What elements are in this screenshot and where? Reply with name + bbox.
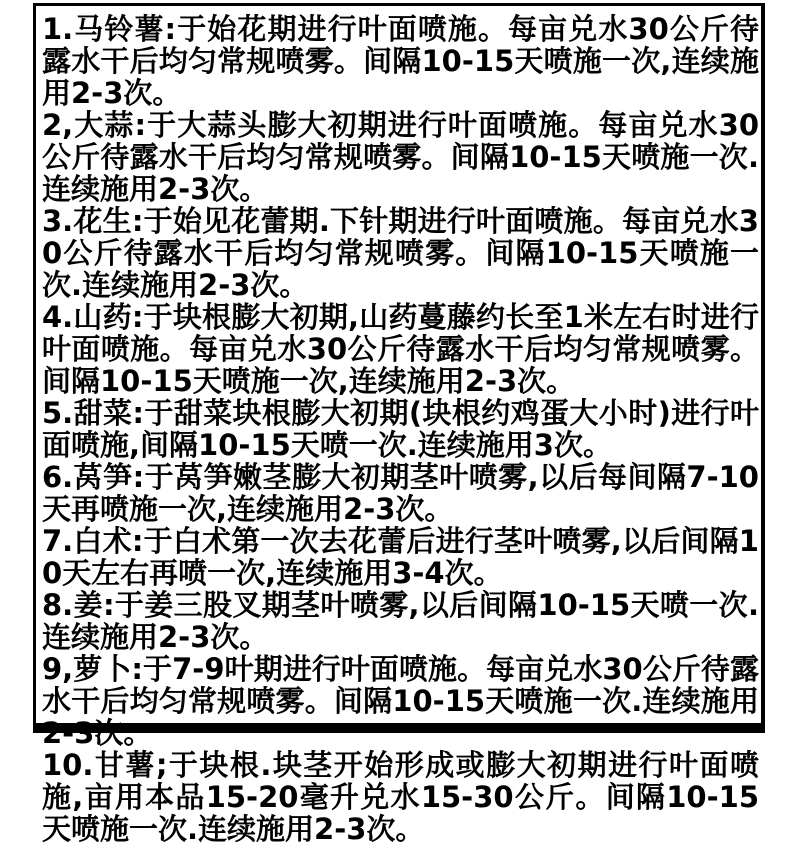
instruction-item-9 xyxy=(42,653,759,749)
instruction-item-2 xyxy=(42,109,759,205)
crop-separator: : xyxy=(132,396,144,430)
crop-separator: ; xyxy=(155,748,168,782)
item-text: 于莴笋嫩茎膨大初期茎叶喷雾,以后每间隔7-10天再喷施一次,连续施用2-3次。 xyxy=(42,460,759,526)
crop-name: 甜菜 xyxy=(73,396,133,430)
instruction-item-4 xyxy=(42,301,759,397)
crop-name: 山药 xyxy=(73,300,132,334)
crop-name: 马铃薯 xyxy=(73,12,165,46)
crop-separator: : xyxy=(131,524,144,558)
item-text: 于姜三股叉期茎叶喷雾,以后间隔10-15天喷一次.连续施用2-3次。 xyxy=(42,588,759,654)
item-number: 3. xyxy=(42,204,74,238)
crop-name: 萝卜 xyxy=(73,652,132,686)
crop-separator: : xyxy=(131,652,143,686)
crop-name: 甘薯 xyxy=(93,748,156,782)
instruction-item-10 xyxy=(42,749,759,845)
item-text: 于白术第一次去花蕾后进行茎叶喷雾,以后间隔10天左右再喷一次,连续施用3-4次。 xyxy=(42,524,759,590)
crop-name: 花生 xyxy=(73,204,132,238)
item-number: 4. xyxy=(42,300,74,334)
crop-name: 白术 xyxy=(73,524,132,558)
item-number: 8. xyxy=(42,588,74,622)
crop-separator: : xyxy=(131,204,144,238)
item-text: 于块根膨大初期,山药蔓藤约长至1米左右时进行叶面喷施。每亩兑水30公斤待露水干后均匀常规喷雾。间隔10-15天喷施一次,连续施用2-3次。 xyxy=(42,300,759,398)
item-text: 于大蒜头膨大初期进行叶面喷施。每亩兑水30公斤待露水干后均匀常规喷雾。间隔10-15天喷施一次.连续施用2-3次。 xyxy=(42,108,759,206)
instruction-item-3 xyxy=(42,205,759,301)
instruction-item-1 xyxy=(42,13,759,109)
item-number: 7. xyxy=(42,524,74,558)
instruction-item-7 xyxy=(42,525,759,589)
item-text: 于7-9叶期进行叶面喷施。每亩兑水30公斤待露水干后均匀常规喷雾。间隔10-15天喷施一次.连续施用2-3次。 xyxy=(42,652,759,750)
item-number: 10. xyxy=(42,748,94,782)
crop-separator: : xyxy=(134,108,147,142)
item-number: 6. xyxy=(42,460,74,494)
crop-name: 大蒜 xyxy=(73,108,135,142)
item-number: 5. xyxy=(42,396,74,430)
instruction-item-6 xyxy=(42,461,759,525)
crop-separator: : xyxy=(132,460,145,494)
crop-name: 莴笋 xyxy=(73,460,133,494)
instructions-box xyxy=(33,3,765,846)
item-number: 9, xyxy=(42,652,74,686)
item-text: 于块根.块茎开始形成或膨大初期进行叶面喷施,亩用本品15-20毫升兑水15-30公斤。间隔10-15天喷施一次.连续施用2-3次。 xyxy=(42,748,759,846)
crop-separator: : xyxy=(164,12,177,46)
crop-name: 姜 xyxy=(73,588,103,622)
crop-separator: : xyxy=(131,300,144,334)
item-number: 1. xyxy=(42,12,74,46)
item-text: 于始花期进行叶面喷施。每亩兑水30公斤待露水干后均匀常规喷雾。间隔10-15天喷施一次,连续施用2-3次。 xyxy=(42,12,759,110)
instruction-item-5 xyxy=(42,397,759,461)
crop-separator: : xyxy=(102,588,115,622)
item-number: 2, xyxy=(42,108,74,142)
item-text: 于始见花蕾期.下针期进行叶面喷施。每亩兑水30公斤待露水干后均匀常规喷雾。间隔10-15天喷施一次.连续施用2-3次。 xyxy=(42,204,759,302)
item-text: 于甜菜块根膨大初期(块根约鸡蛋大小时)进行叶面喷施,间隔10-15天喷一次.连续施用3次。 xyxy=(42,396,759,462)
instruction-item-8 xyxy=(42,589,759,653)
